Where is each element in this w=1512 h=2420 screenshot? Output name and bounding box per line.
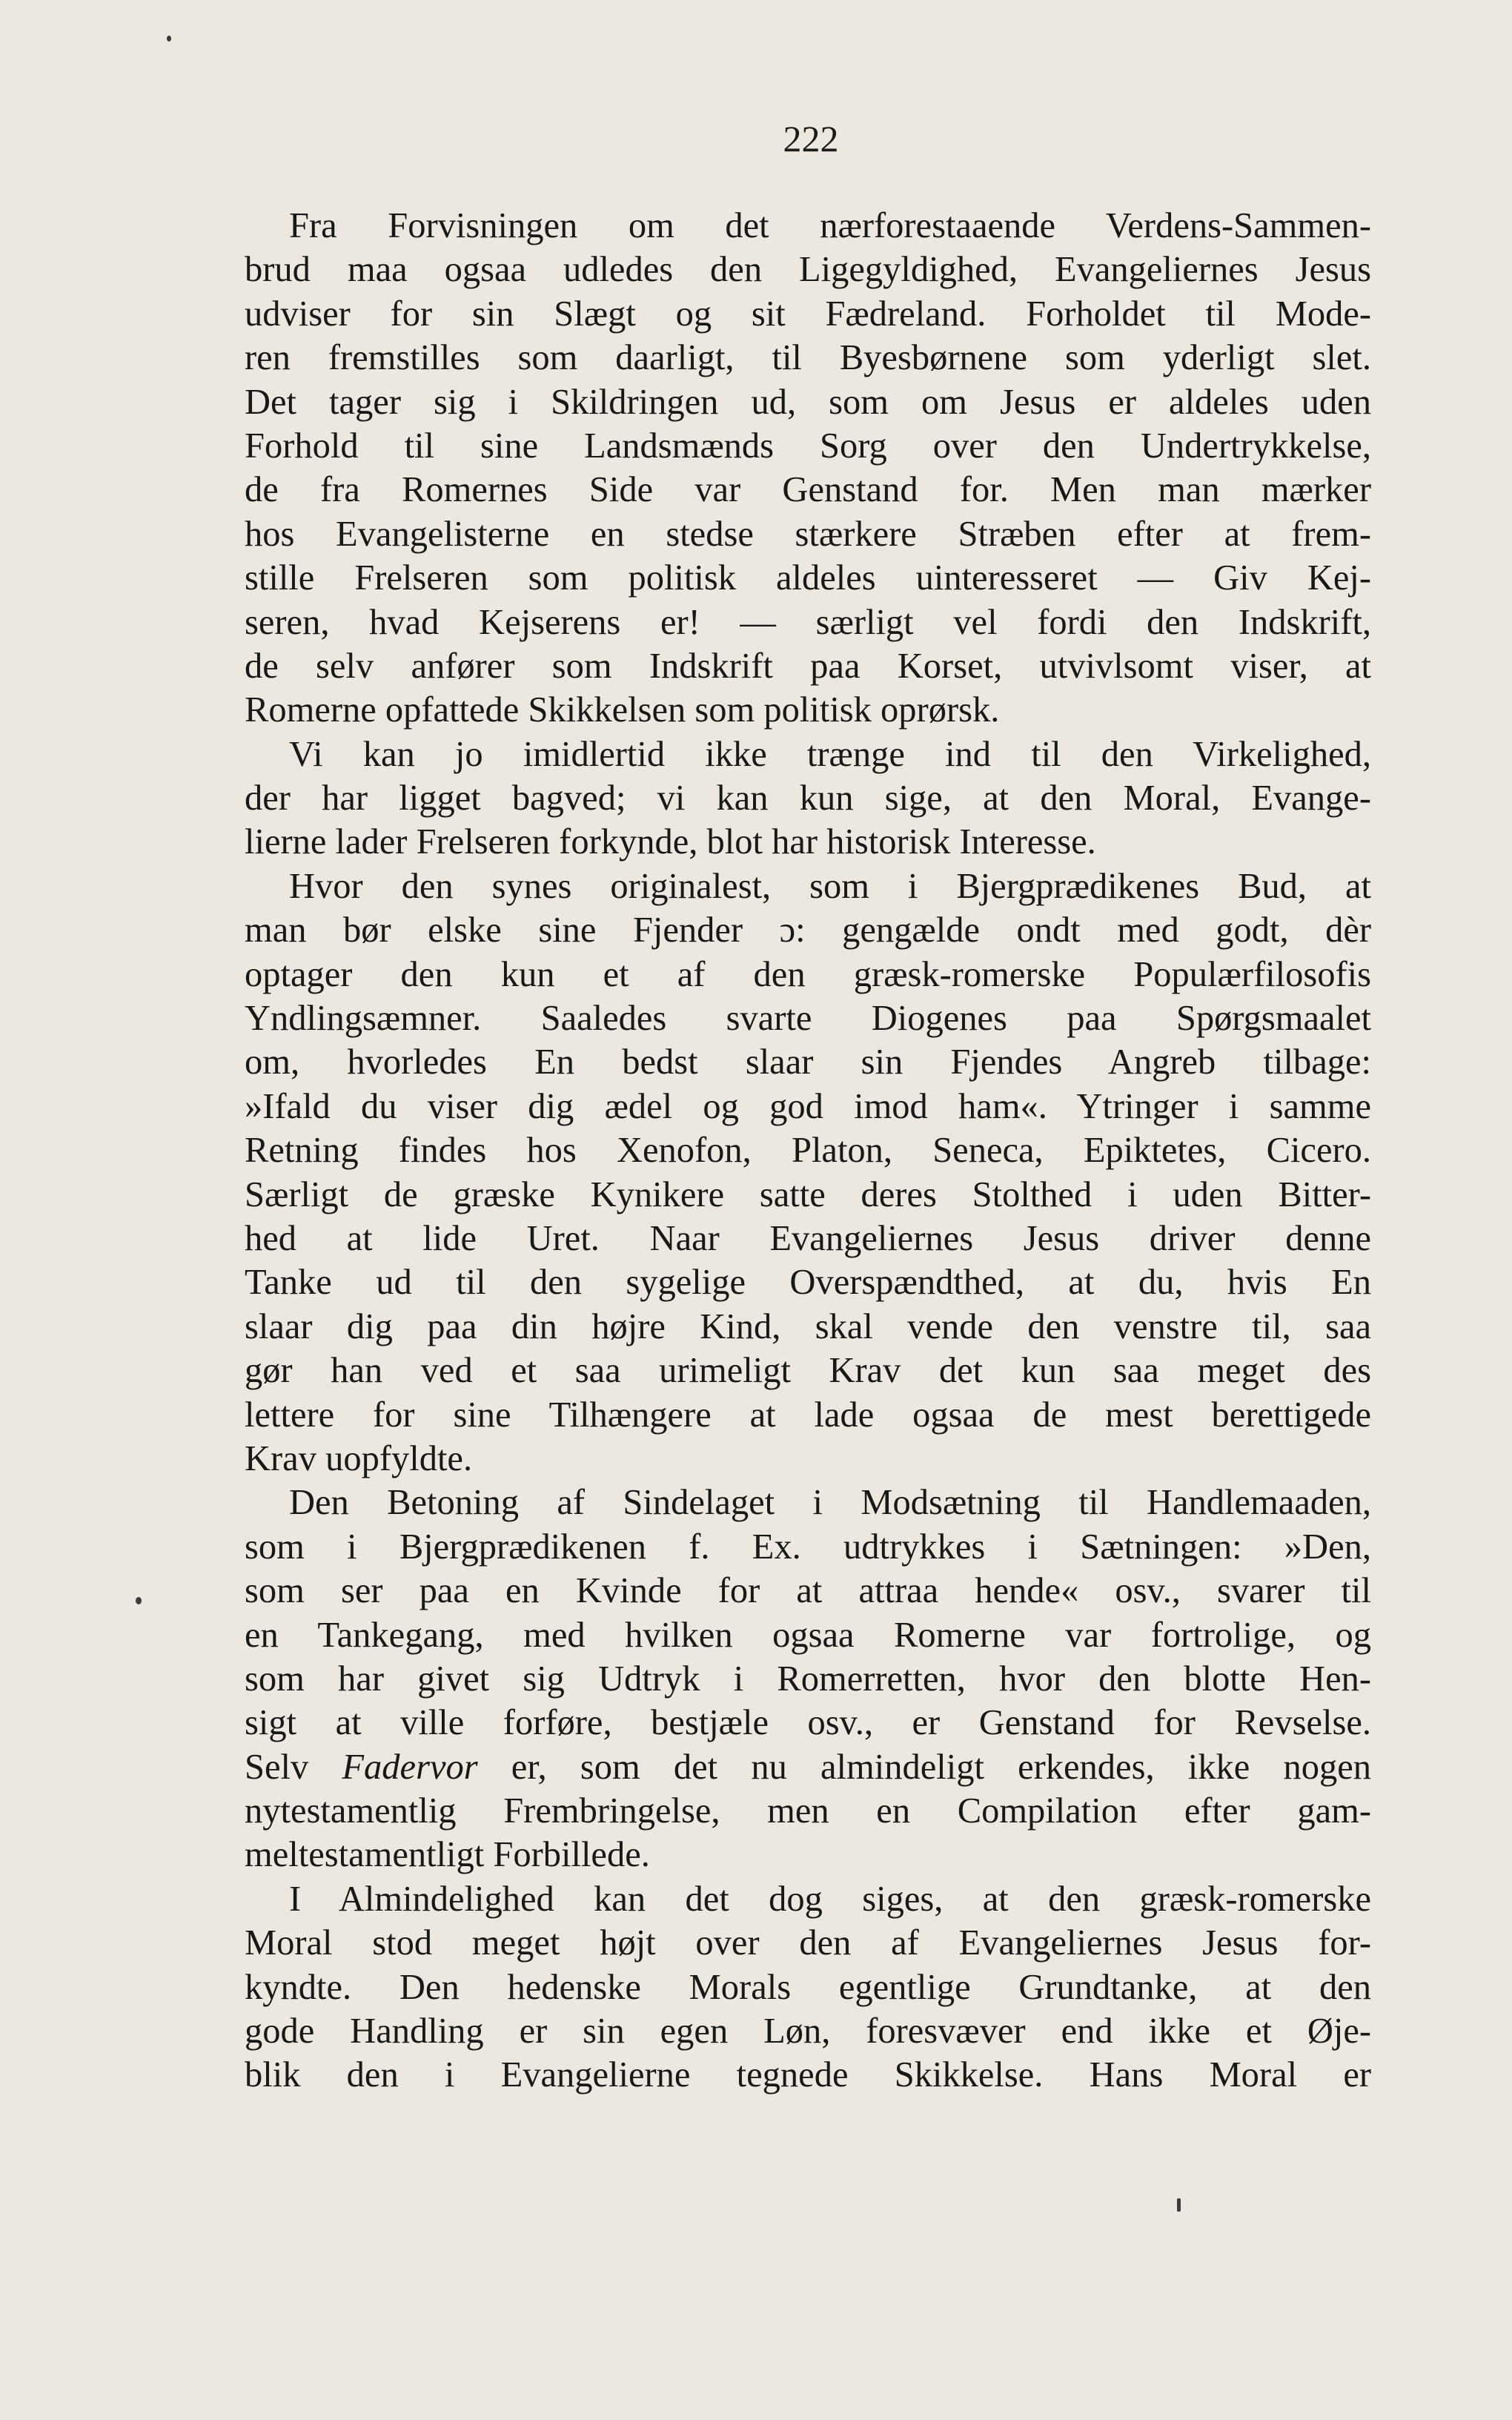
body-text xyxy=(245,204,1371,2097)
text-line: Romerne opfattede Skikkelsen som politisk oprørsk. xyxy=(245,690,1000,730)
paragraph-5 xyxy=(245,1877,1371,2097)
text-line: der har ligget bagved; vi kan kun sige, at den Moral, Evange- xyxy=(245,778,1371,819)
text-line: blik den i Evangelierne tegnede Skikkelse. Hans Moral er xyxy=(245,2055,1371,2095)
text-line: udviser for sin Slægt og sit Fædreland. Forholdet til Mode- xyxy=(245,294,1371,334)
text-line: brud maa ogsaa udledes den Ligegyldighed, Evangeliernes Jesus xyxy=(245,250,1371,290)
text-line: ren fremstilles som daarligt, til Byesbørnene som yderligt slet. xyxy=(245,338,1371,378)
text-line: Det tager sig i Skildringen ud, som om Jesus er aldeles uden xyxy=(245,382,1371,422)
paragraph-4 xyxy=(245,1481,1371,1877)
text-line: Vi kan jo imidlertid ikke trænge ind til den Virkelighed, xyxy=(289,734,1371,774)
text-line: lierne lader Frelseren forkynde, blot har historisk Interesse. xyxy=(245,822,1096,862)
text-line: seren, hvad Kejserens er! — særligt vel fordi den Indskrift, xyxy=(245,602,1371,642)
text-line: lettere for sine Tilhængere at lade ogsaa de mest berettigede xyxy=(245,1395,1371,1435)
text-line: stille Frelseren som politisk aldeles uinteresseret — Giv Kej- xyxy=(245,558,1371,598)
text-line: som ser paa en Kvinde for at attraa hende« osv., svarer til xyxy=(245,1571,1371,1611)
text-line: nytestamentlig Frembringelse, men en Compilation efter gam- xyxy=(245,1791,1371,1831)
text-line: I Almindelighed kan det dog siges, at den græsk-romerske xyxy=(289,1879,1371,1919)
paragraph-3 xyxy=(245,864,1371,1481)
text-line: som har givet sig Udtryk i Romerretten, hvor den blotte Hen- xyxy=(245,1659,1371,1699)
text-line: Selv Fadervor er, som det nu almindeligt erkendes, ikke nogen xyxy=(245,1747,1371,1787)
scan-speck xyxy=(136,1597,142,1604)
text-line: de selv anfører som Indskrift paa Korset, utvivlsomt viser, at xyxy=(245,646,1371,686)
text-line: gode Handling er sin egen Løn, foresvæver end ikke et Øje- xyxy=(245,2011,1371,2052)
text-line: Forhold til sine Landsmænds Sorg over den Undertrykkelse, xyxy=(245,426,1371,466)
text-line: Retning findes hos Xenofon, Platon, Seneca, Epiktetes, Cicero. xyxy=(245,1131,1371,1171)
paragraph-1 xyxy=(245,204,1371,733)
text-line: meltestamentligt Forbillede. xyxy=(245,1835,650,1875)
text-line: Den Betoning af Sindelaget i Modsætning til Handlemaaden, xyxy=(289,1483,1371,1523)
text-line: »Ifald du viser dig ædel og god imod ham«. Ytringer i samme xyxy=(245,1086,1371,1126)
text-line: Hvor den synes originalest, som i Bjergprædikenes Bud, at xyxy=(289,866,1371,906)
text-line: hos Evangelisterne en stedse stærkere Stræben efter at frem- xyxy=(245,514,1371,554)
scan-speck xyxy=(167,36,171,42)
scan-speck xyxy=(1177,2198,1181,2212)
text-line: Særligt de græske Kynikere satte deres Stolthed i uden Bitter- xyxy=(245,1174,1371,1214)
text-line: som i Bjergprædikenen f. Ex. udtrykkes i Sætningen: »Den, xyxy=(245,1527,1371,1567)
italic-word: Fadervor xyxy=(342,1747,478,1787)
text-line: kyndte. Den hedenske Morals egentlige Grundtanke, at den xyxy=(245,1967,1371,2007)
text-line: Yndlingsæmner. Saaledes svarte Diogenes paa Spørgsmaalet xyxy=(245,999,1371,1039)
page-number: 222 xyxy=(783,118,839,159)
text-line: Krav uopfyldte. xyxy=(245,1438,473,1478)
text-line: om, hvorledes En bedst slaar sin Fjendes Angreb tilbage: xyxy=(245,1042,1371,1082)
text-line: optager den kun et af den græsk-romerske Populærfilosofis xyxy=(245,954,1371,994)
paragraph-2 xyxy=(245,733,1371,864)
text-line: gør han ved et saa urimeligt Krav det kun saa meget des xyxy=(245,1351,1371,1391)
text-line: Moral stod meget højt over den af Evangeliernes Jesus for- xyxy=(245,1923,1371,1963)
text-line: Fra Forvisningen om det nærforestaaende Verdens-Sammen- xyxy=(289,206,1371,245)
text-line: Tanke ud til den sygelige Overspændthed, at du, hvis En xyxy=(245,1263,1371,1303)
text-line: de fra Romernes Side var Genstand for. Men man mærker xyxy=(245,470,1371,510)
text-line: slaar dig paa din højre Kind, skal vende den venstre til, saa xyxy=(245,1306,1371,1346)
text-line: sigt at ville forføre, bestjæle osv., er Genstand for Revselse. xyxy=(245,1703,1371,1743)
text-line: man bør elske sine Fjender ɔ: gengælde ondt med godt, dèr xyxy=(245,910,1371,951)
text-line: en Tankegang, med hvilken ogsaa Romerne var fortrolige, og xyxy=(245,1615,1371,1655)
text-line: hed at lide Uret. Naar Evangeliernes Jesus driver denne xyxy=(245,1218,1371,1258)
